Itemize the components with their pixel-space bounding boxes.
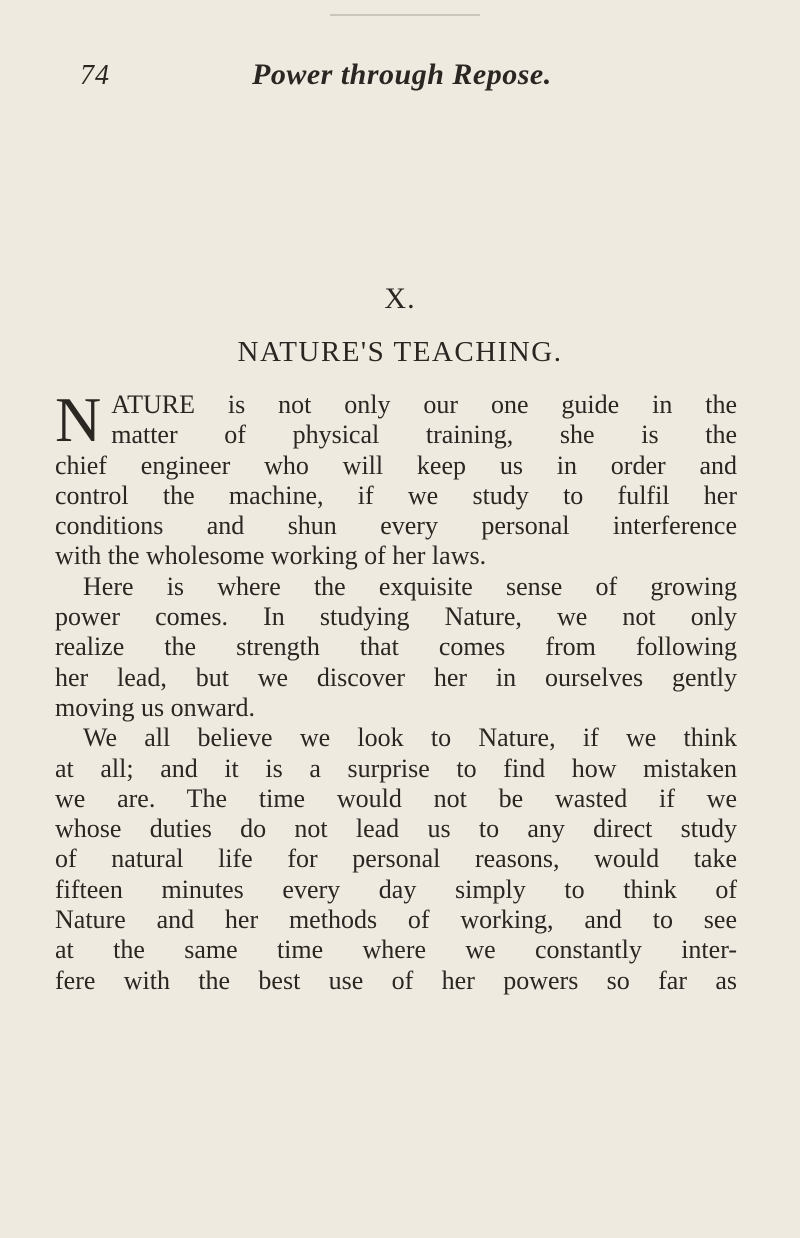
- text-line: we are. The time would not be wasted if we: [55, 783, 737, 813]
- text-line: control the machine, if we study to fulfil her: [55, 480, 737, 510]
- chapter-number: X.: [384, 282, 416, 315]
- text-line: Here is where the exquisite sense of growing: [83, 571, 737, 601]
- text-line: with the wholesome working of her laws.: [55, 541, 487, 571]
- text-line: at the same time where we constantly inter-: [55, 935, 737, 965]
- text-line: whose duties do not lead us to any direct study: [55, 814, 737, 844]
- paragraph-2: [55, 572, 737, 723]
- running-header: [80, 60, 740, 100]
- page-number: 74: [80, 60, 110, 91]
- text-line: conditions and shun every personal interference: [55, 511, 737, 541]
- scan-mark: [330, 14, 480, 16]
- text-line: chief engineer who will keep us in order and: [55, 450, 737, 480]
- running-title: Power through Repose.: [252, 58, 552, 91]
- text-line: moving us onward.: [55, 692, 256, 722]
- body-text: [55, 384, 737, 996]
- text-line: fifteen minutes every day simply to think of: [55, 874, 737, 904]
- text-line: matter of physical training, she is the: [111, 420, 737, 450]
- text-line: Nature and her methods of working, and to see: [55, 905, 737, 935]
- paragraph-1: [55, 384, 737, 572]
- paragraph-3: [55, 723, 737, 996]
- chapter-title: NATURE'S TEACHING.: [237, 336, 563, 368]
- text-line: of natural life for personal reasons, would take: [55, 844, 737, 874]
- text-line: fere with the best use of her powers so far as: [55, 965, 737, 995]
- text-line: her lead, but we discover her in ourselves gently: [55, 662, 737, 692]
- text-line: ATURE is not only our one guide in the: [111, 390, 737, 419]
- drop-cap: N: [55, 384, 102, 455]
- text-line: realize the strength that comes from following: [55, 632, 737, 662]
- text-line: We all believe we look to Nature, if we think: [83, 723, 737, 753]
- text-line: power comes. In studying Nature, we not only: [55, 602, 737, 632]
- text-line: at all; and it is a surprise to find how mistaken: [55, 753, 737, 783]
